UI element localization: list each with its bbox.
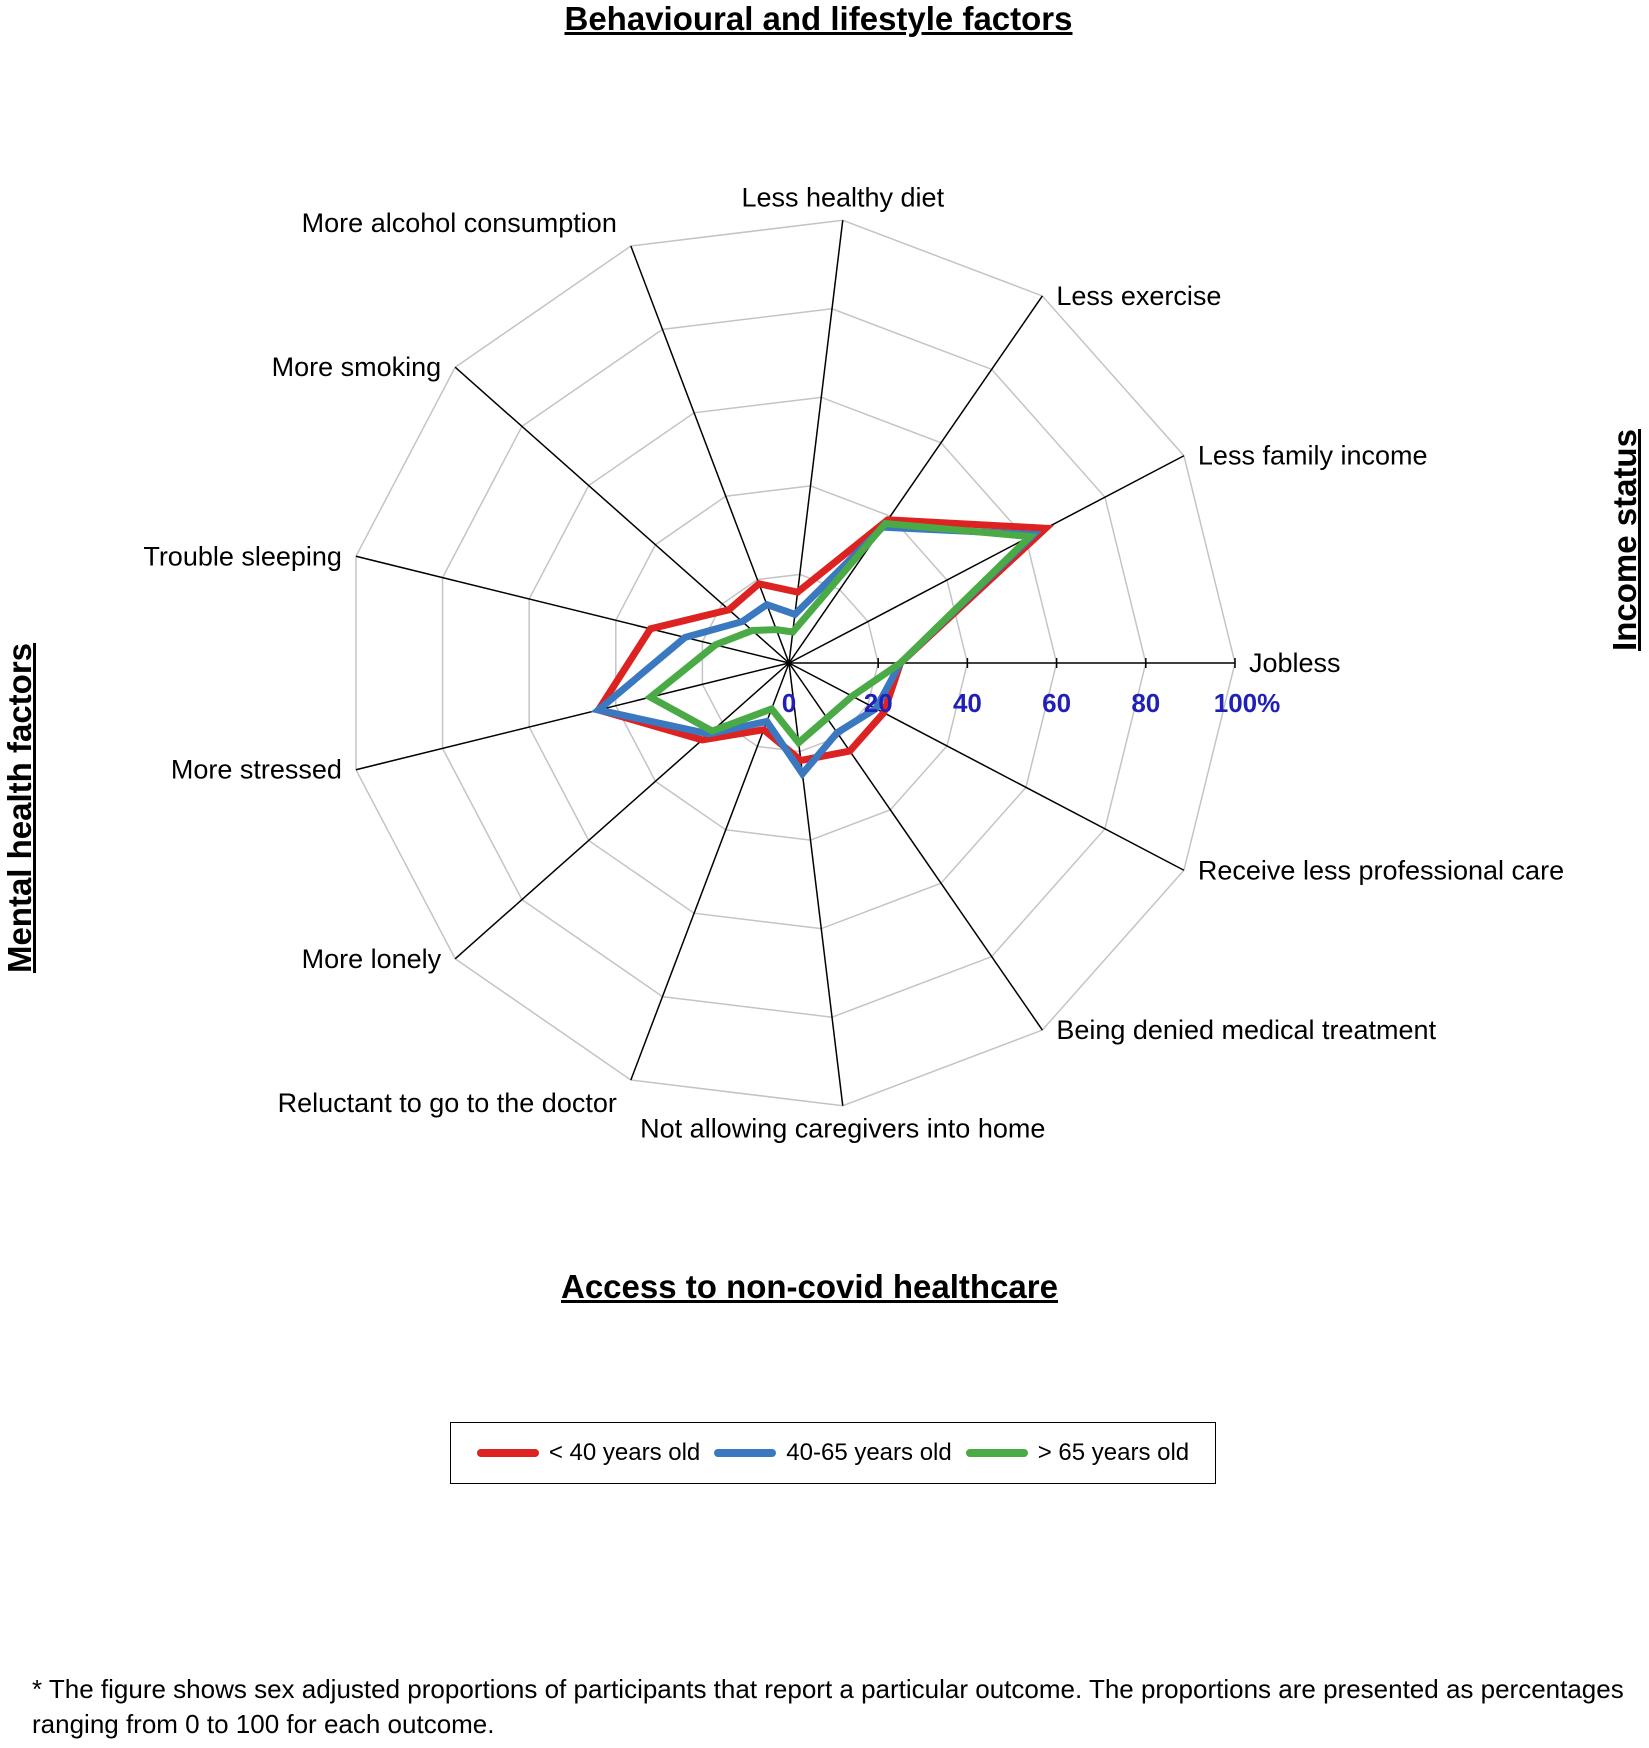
category-label-7: More stressed xyxy=(170,754,342,785)
legend-label-1: 40-65 years old xyxy=(786,1439,952,1466)
category-label-0: Jobless xyxy=(1249,648,1341,678)
footnote: * The figure shows sex adjusted proportions of participants that report a particular outcome. The proportions are presented as percentages ranging from 0 to 100 for each outcome. xyxy=(32,1674,1624,1739)
category-label-9: Reluctant to go to the doctor xyxy=(277,1088,617,1119)
spoke-8 xyxy=(455,663,789,959)
tick-label-1: 20 xyxy=(863,688,893,718)
legend-item-2 xyxy=(966,1439,1189,1467)
tick-label-3: 60 xyxy=(1042,688,1072,718)
category-label-11: Being denied medical treatment xyxy=(1056,1015,1437,1046)
category-label-4: More alcohol consumption xyxy=(301,207,617,238)
group-title-behavioural: Behavioural and lifestyle factors xyxy=(564,0,1073,37)
tick-label-0: 0 xyxy=(781,688,797,718)
legend xyxy=(450,1422,1216,1484)
category-label-3: Less healthy diet xyxy=(741,182,945,213)
spoke-12 xyxy=(789,663,1184,870)
category-label-1: Less family income xyxy=(1197,440,1428,471)
legend-label-2: > 65 years old xyxy=(1037,1439,1190,1466)
tick-label-2: 40 xyxy=(952,688,982,718)
tick-label-4: 80 xyxy=(1131,688,1161,718)
spoke-5 xyxy=(455,367,789,663)
group-title-mental-health: Mental health factors xyxy=(1,642,38,974)
category-label-10: Not allowing caregivers into home xyxy=(640,1113,1046,1144)
legend-swatch-2 xyxy=(966,1449,1028,1457)
group-title-healthcare: Access to non-covid healthcare xyxy=(561,1268,1058,1305)
category-label-6: Trouble sleeping xyxy=(143,541,342,572)
legend-item-0 xyxy=(477,1439,700,1467)
legend-label-0: < 40 years old xyxy=(548,1439,701,1466)
series-1-polygon xyxy=(598,527,1033,773)
category-label-12: Receive less professional care xyxy=(1197,855,1565,886)
group-title-income: Income status xyxy=(1606,429,1643,651)
legend-swatch-0 xyxy=(477,1449,539,1457)
category-label-5: More smoking xyxy=(271,352,442,383)
legend-item-1 xyxy=(714,1439,951,1467)
category-label-2: Less exercise xyxy=(1056,280,1222,311)
category-label-8: More lonely xyxy=(301,943,442,974)
tick-label-5: 100% xyxy=(1213,688,1281,718)
legend-swatch-1 xyxy=(714,1449,776,1457)
spoke-4 xyxy=(631,246,789,663)
spoke-7 xyxy=(356,663,789,770)
